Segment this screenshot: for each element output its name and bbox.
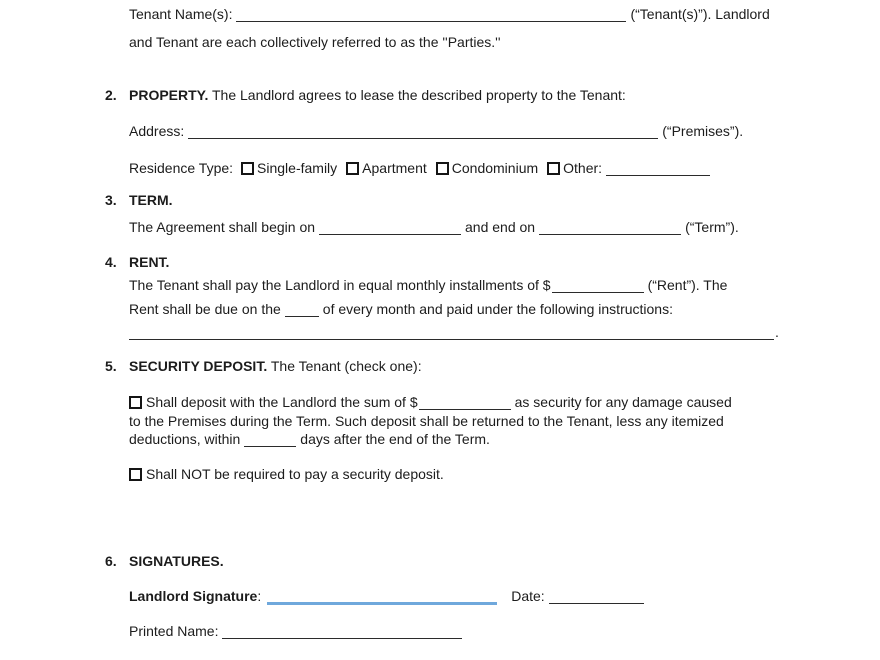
landlord-signature-label: Landlord Signature xyxy=(129,588,258,604)
rent-due-text: Rent shall be due on the xyxy=(129,301,281,317)
deposit-days-input-line[interactable] xyxy=(244,446,296,447)
single-family-label: Single-family xyxy=(257,160,338,176)
other-label: Other: xyxy=(563,160,603,176)
deposit-return-text: to the Premises during the Term. Such deposit shall be returned to the Tenant, less any itemized xyxy=(129,412,724,429)
term-start-date-input-line[interactable] xyxy=(319,234,461,235)
rent-due-day-input-line[interactable] xyxy=(285,316,319,317)
premises-defined-term: (“Premises”). xyxy=(662,123,744,139)
section-property-lead: The Landlord agrees to lease the described property to the Tenant: xyxy=(212,87,626,103)
single-family-checkbox[interactable] xyxy=(241,162,254,175)
residence-type-row xyxy=(129,158,790,178)
other-input-line[interactable] xyxy=(606,175,710,176)
apartment-label: Apartment xyxy=(362,160,427,176)
parties-definition-text: and Tenant are each collectively referred to as the ''Parties.'' xyxy=(129,34,501,50)
section-property-heading xyxy=(105,85,790,105)
landlord-signature-colon: : xyxy=(257,588,262,604)
section-signatures-number: 6. xyxy=(105,553,117,569)
section-rent-heading xyxy=(105,252,790,272)
other-checkbox[interactable] xyxy=(547,162,560,175)
address-input-line[interactable] xyxy=(188,138,658,139)
condominium-label: Condominium xyxy=(451,160,539,176)
landlord-signature-input-line[interactable] xyxy=(267,602,497,605)
section-term-title: TERM. xyxy=(129,192,173,208)
deposit-sum-text: Shall deposit with the Landlord the sum of $ xyxy=(146,394,418,410)
payment-instructions-input-line[interactable] xyxy=(129,339,774,340)
section-term-heading xyxy=(105,190,790,210)
section-rent-title: RENT. xyxy=(129,254,170,270)
term-end-text: and end on xyxy=(465,219,536,235)
rent-paragraph xyxy=(129,273,790,321)
printed-name-row xyxy=(129,621,790,641)
condominium-checkbox[interactable] xyxy=(436,162,449,175)
rent-amount-text: The Tenant shall pay the Landlord in equal monthly installments of $ xyxy=(129,277,551,293)
term-end-date-input-line[interactable] xyxy=(539,234,681,235)
term-begin-text: The Agreement shall begin on xyxy=(129,219,316,235)
rent-amount-input-line[interactable] xyxy=(552,292,644,293)
deposit-amount-input-line[interactable] xyxy=(419,409,511,410)
term-defined-term: (“Term”). xyxy=(685,219,739,235)
printed-name-label: Printed Name: xyxy=(129,623,219,639)
residence-type-label: Residence Type: xyxy=(129,160,234,176)
section-security-deposit-title: SECURITY DEPOSIT. xyxy=(129,358,268,374)
no-deposit-text: Shall NOT be required to pay a security deposit. xyxy=(146,466,444,482)
rent-defined-term: (“Rent”). The xyxy=(647,277,728,293)
date-label: Date: xyxy=(511,588,545,604)
section-security-deposit-number: 5. xyxy=(105,358,117,374)
term-dates-row xyxy=(129,217,790,237)
rent-instructions-text: of every month and paid under the following instructions: xyxy=(322,301,673,317)
section-security-deposit-heading xyxy=(105,356,790,376)
payment-instructions-row xyxy=(129,322,790,342)
deposit-option-1 xyxy=(129,393,790,449)
payment-instructions-period: . xyxy=(775,324,779,340)
landlord-signature-row xyxy=(129,586,790,606)
address-row xyxy=(129,121,790,141)
section-rent-number: 4. xyxy=(105,254,117,270)
apartment-checkbox[interactable] xyxy=(346,162,359,175)
date-input-line[interactable] xyxy=(549,603,644,604)
tenant-names-label: Tenant Name(s): xyxy=(129,6,233,22)
section-property-number: 2. xyxy=(105,87,117,103)
deposit-days-text: days after the end of the Term. xyxy=(300,431,490,448)
tenant-defined-term: (“Tenant(s)”). Landlord xyxy=(630,6,770,22)
section-signatures-title: SIGNATURES. xyxy=(129,553,224,569)
section-property-title: PROPERTY. xyxy=(129,87,209,103)
deposit-required-checkbox[interactable] xyxy=(129,396,142,409)
address-label: Address: xyxy=(129,123,185,139)
no-deposit-checkbox[interactable] xyxy=(129,468,142,481)
section-signatures-heading xyxy=(105,551,790,571)
tenant-name-paragraph xyxy=(129,0,790,56)
deposit-option-2 xyxy=(129,464,790,484)
tenant-names-input-line[interactable] xyxy=(236,21,626,22)
section-security-deposit-lead: The Tenant (check one): xyxy=(270,358,422,374)
printed-name-input-line[interactable] xyxy=(222,638,462,639)
deposit-deductions-text: deductions, within xyxy=(129,431,241,448)
section-term-number: 3. xyxy=(105,192,117,208)
deposit-security-text: as security for any damage caused xyxy=(514,394,732,410)
